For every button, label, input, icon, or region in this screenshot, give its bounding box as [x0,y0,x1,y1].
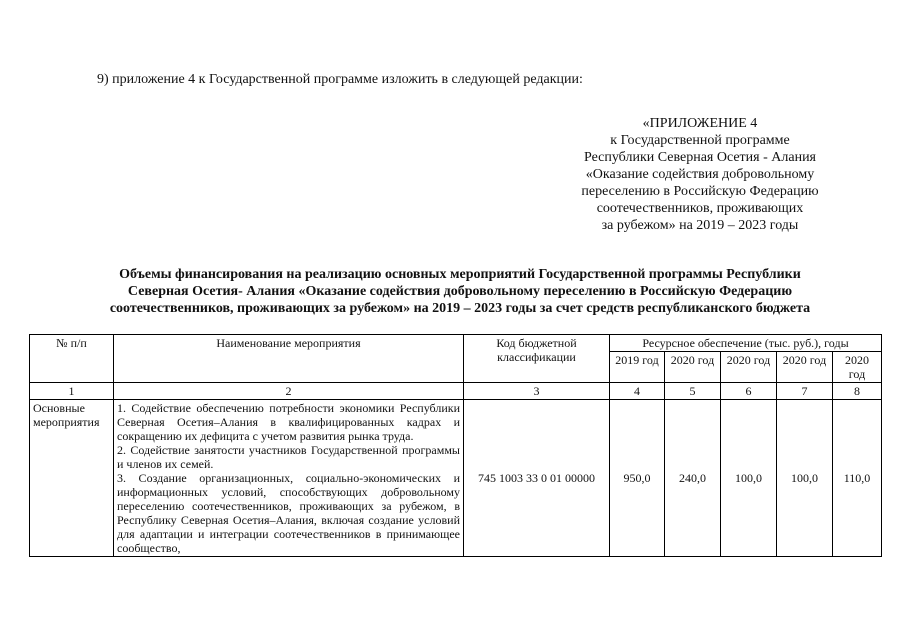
row-value: 240,0 [665,400,721,557]
column-number: 2 [114,383,464,400]
header-year: 2020 год [665,352,721,383]
column-number: 8 [833,383,882,400]
appendix-caption [560,115,840,234]
appendix-line: к Государственной программе [610,133,790,148]
appendix-line: за рубежом» на 2019 – 2023 годы [601,218,799,233]
financing-table [29,334,882,557]
row-value: 100,0 [721,400,777,557]
column-number: 3 [464,383,610,400]
row-code: 745 1003 33 0 01 00000 [464,400,610,557]
header-name: Наименование мероприятия [114,335,464,383]
row-activities [114,400,464,557]
header-year: 2019 год [610,352,665,383]
heading-line: Северная Осетия- Алания «Оказание содействия добровольному переселению в Российскую Федерацию [127,284,793,299]
row-value: 100,0 [777,400,833,557]
appendix-line: «ПРИЛОЖЕНИЕ 4 [642,116,758,131]
activity-item: 2. Содействие занятости участников Государственной программы и членов их семей. [117,443,460,471]
header-year: 2020 год [721,352,777,383]
column-number: 1 [30,383,114,400]
column-number: 4 [610,383,665,400]
header-year: 2020 год [777,352,833,383]
heading-line: соотечественников, проживающих за рубежом» на 2019 – 2023 годы за счет средств республиканского бюджета [109,301,811,316]
row-label: Основные мероприятия [30,400,114,557]
table-heading [50,266,870,317]
appendix-line: переселению в Российскую Федерацию [581,184,819,199]
activity-item: 3. Создание организационных, социально-экономических и информационных условий, способствующих добровольному переселению соотечественников, проживающих за рубежом, в Республику Северная Осетия–Алания, включая создание условий для адаптации и интеграции соотечественников в принимающее сообщество, [117,471,460,555]
column-number: 6 [721,383,777,400]
row-value: 950,0 [610,400,665,557]
header-num: № п/п [30,335,114,383]
header-resource: Ресурсное обеспечение (тыс. руб.), годы [610,335,882,352]
column-number: 7 [777,383,833,400]
activity-item: 1. Содействие обеспечению потребности экономики Республики Северная Осетия–Алания в квалифицированных кадрах и сокращению их дефицита с учетом развития рынка труда. [117,401,460,443]
appendix-line: соотечественников, проживающих [596,201,804,216]
header-year: 2020 год [833,352,882,383]
table-row [30,400,882,557]
header-code: Код бюджетной классификации [464,335,610,383]
heading-line: Объемы финансирования на реализацию основных мероприятий Государственной программы Республики [119,267,801,282]
row-value: 110,0 [833,400,882,557]
appendix-line: Республики Северная Осетия - Алания [584,150,816,165]
appendix-line: «Оказание содействия добровольному [585,167,815,182]
intro-text: 9) приложение 4 к Государственной программе изложить в следующей редакции: [97,72,583,87]
column-number: 5 [665,383,721,400]
